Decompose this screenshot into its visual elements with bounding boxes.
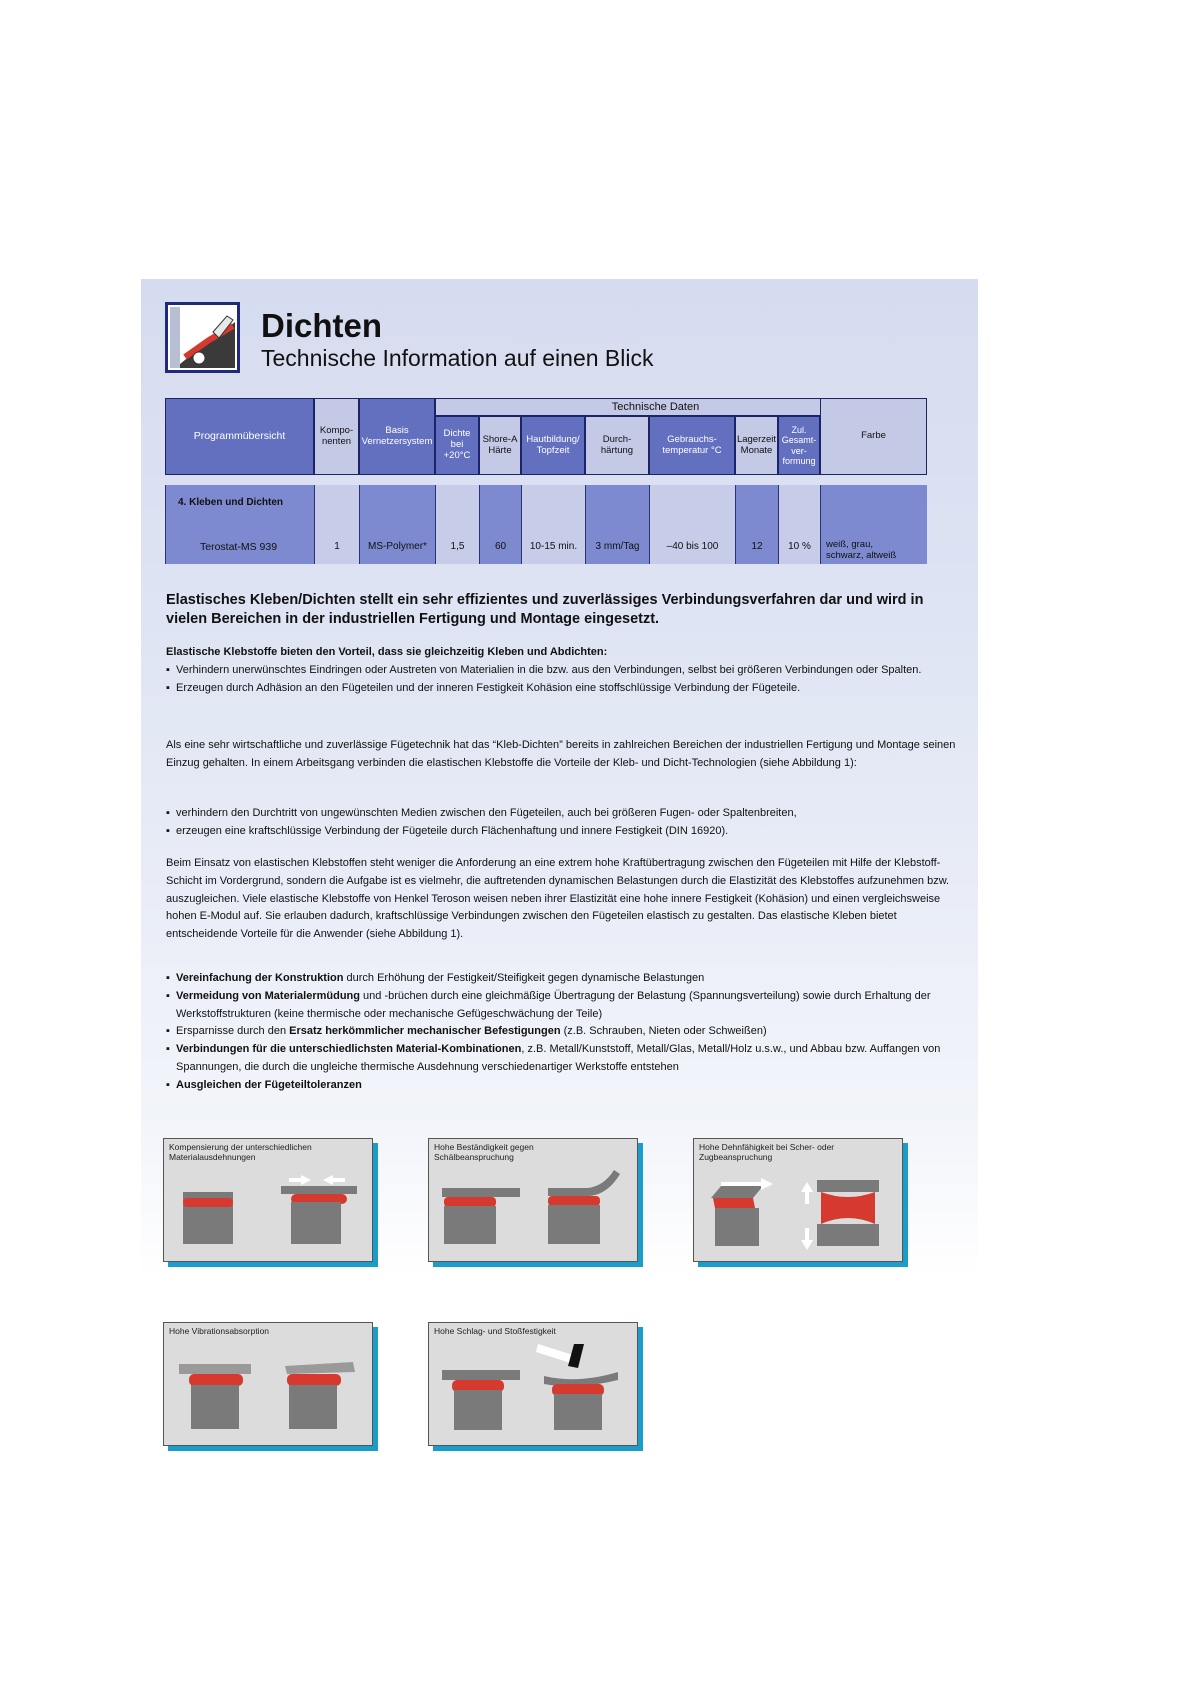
- paragraph-1: Als eine sehr wirtschaftliche und zuverlässige Fügetechnik hat das “Kleb-Dichten” bereits in zahlreichen Bereichen der industriellen Fertigung und Montage seinen Einzug gehalten. In einem Arbeitsgang verbinden die elastischen Klebstoffe die Vorteile der Kleb- und Dicht-Technologien (siehe Abbildung 1):: [166, 739, 956, 769]
- page-subtitle: Technische Information auf einen Blick: [261, 345, 654, 371]
- col-density: Dichte bei +20°C: [435, 416, 479, 475]
- expansion-illustration-icon: [163, 1138, 373, 1262]
- list-item: ▪ Ersparnisse durch den Ersatz herkömmlicher mechanischer Befestigungen (z.B. Schrauben, Nieten oder Schweißen): [166, 1023, 956, 1041]
- list-item: ▪ erzeugen eine kraftschlüssige Verbindung der Fügeteile durch Flächenhaftung und innere Festigkeit (DIN 16920).: [166, 823, 956, 841]
- col-deform: Zul. Gesamt- ver- formung: [778, 416, 820, 475]
- figure-caption: Hohe Schlag- und Stoßfestigkeit: [434, 1326, 556, 1336]
- figure-vibration: [163, 1322, 373, 1446]
- paragraph-2: Beim Einsatz von elastischen Klebstoffen steht weniger die Anforderung an eine extrem hohe Kraftübertragung zwischen den Fügeteilen mit Hilfe der Klebstoff-Schicht im Vordergrund, sondern die Aufgabe ist es vielmehr, die auftretenden dynamischen Belastungen durch die Elastizität des Klebstoffes aufzunehmen bzw. auszugleichen. Viele elastische Klebstoffe von Henkel Teroson weisen neben ihrer Elastizität eine hohe innere Festigkeit (Kohäsion) und einen vergleichsweise hohen E-Modul auf. Sie erlauben dadurch, kraftschlüssige Verbindungen zwischen den Fügeteilen elastisch zu gestalten. Das elastische Kleben bietet entscheidende Vorteile für die Anwender (siehe Abbildung 1).: [166, 857, 950, 941]
- col-temp: Gebrauchs- temperatur °C: [649, 416, 735, 475]
- cell-storage: 12: [735, 485, 778, 564]
- col-base: Basis Vernetzersystem: [359, 398, 435, 475]
- list-item: ▪ Ausgleichen der Fügeteiltoleranzen: [166, 1077, 956, 1095]
- col-storage: Lagerzeit Monate: [735, 416, 778, 475]
- list-2: [166, 805, 956, 841]
- page-title: Dichten: [261, 307, 383, 344]
- col-shore: Shore-A Härte: [479, 416, 521, 475]
- figure-impact: [428, 1322, 638, 1446]
- product-name: Terostat-MS 939: [200, 541, 278, 553]
- cell-cure: 3 mm/Tag: [585, 485, 649, 564]
- figure-caption: Kompensierung der unterschiedlichen Materialausdehnungen: [169, 1142, 312, 1163]
- figure-shear: [693, 1138, 903, 1262]
- advantages-block: [166, 644, 956, 697]
- col-program: Programmübersicht: [165, 398, 314, 475]
- document-page: [141, 279, 978, 1466]
- col-skin: Hautbildung/ Topfzeit: [521, 416, 585, 475]
- figure-caption: Hohe Vibrationsabsorption: [169, 1326, 270, 1336]
- list-2-block: [166, 805, 956, 841]
- list-item: ▪ Vermeidung von Materialermüdung und -brüchen durch eine gleichmäßige Übertragung der Belastung (Spannungsverteilung) sowie durch Erhaltung der Werkstoffstrukturen (keine thermische oder mechanische Gefügeschwächung der Teile): [166, 988, 956, 1024]
- row-product-cell: [165, 485, 314, 564]
- vibration-illustration-icon: [163, 1322, 373, 1446]
- impact-illustration-icon: [428, 1322, 638, 1446]
- section-label: 4. Kleben und Dichten: [178, 497, 284, 508]
- cell-base: MS-Polymer*: [359, 485, 435, 564]
- col-cure: Durch- härtung: [585, 416, 649, 475]
- sealing-logo-icon: [165, 302, 240, 373]
- cell-shore: 60: [479, 485, 521, 564]
- col-components: Kompo- nenten: [314, 398, 359, 475]
- intro-text: Elastisches Kleben/Dichten stellt ein sehr effizientes und zuverlässiges Verbindungsverfahren dar und wird in vielen Bereichen in der industriellen Fertigung und Montage eingesetzt.: [166, 592, 924, 628]
- peel-illustration-icon: [428, 1138, 638, 1262]
- col-group-technical: Technische Daten: [435, 398, 876, 416]
- figure-peel: [428, 1138, 638, 1262]
- list-item: ▪ Verhindern unerwünschtes Eindringen oder Austreten von Materialien in die bzw. aus den Verbindungen, selbst bei größeren Verbindungen oder Spalten.: [166, 662, 956, 680]
- product-table: [165, 398, 966, 564]
- shear-illustration-icon: [693, 1138, 903, 1262]
- list-item: ▪ Erzeugen durch Adhäsion an den Fügeteilen und der inneren Festigkeit Kohäsion eine stoffschlüssige Verbindung der Fügeteile.: [166, 680, 956, 698]
- cell-temp: –40 bis 100: [649, 485, 735, 564]
- benefits-list: [166, 970, 956, 1095]
- benefits-block: [166, 970, 956, 1095]
- cell-components: 1: [314, 485, 359, 564]
- figure-caption: Hohe Dehnfähigkeit bei Scher- oder Zugbeanspruchung: [699, 1142, 835, 1163]
- figure-expansion: [163, 1138, 373, 1262]
- list-item: ▪ verhindern den Durchtritt von ungewünschten Medien zwischen den Fügeteilen, auch bei größeren Fugen- oder Spaltenbreiten,: [166, 805, 956, 823]
- list-item: ▪ Vereinfachung der Konstruktion durch Erhöhung der Festigkeit/Steifigkeit gegen dynamische Belastungen: [166, 970, 956, 988]
- cell-skin: 10-15 min.: [521, 485, 585, 564]
- list-item: ▪ Verbindungen für die unterschiedlichsten Material-Kombinationen, z.B. Metall/Kunststoff, Metall/Glas, Metall/Holz u.s.w., und Abbau bzw. Auffangen von Spannungen, die durch die ungleiche thermische Ausdehnung verschiedenartiger Werkstoffe entstehen: [166, 1041, 956, 1077]
- figure-caption: Hohe Beständigkeit gegen Schälbeanspruchung: [434, 1142, 534, 1163]
- cell-color: weiß, grau, schwarz, altweiß: [820, 485, 927, 564]
- cell-deform: 10 %: [778, 485, 820, 564]
- advantages-list: [166, 662, 956, 698]
- cell-density: 1,5: [435, 485, 479, 564]
- col-color: Farbe: [820, 398, 927, 475]
- advantages-heading: Elastische Klebstoffe bieten den Vorteil, dass sie gleichzeitig Kleben und Abdichten:: [166, 646, 608, 658]
